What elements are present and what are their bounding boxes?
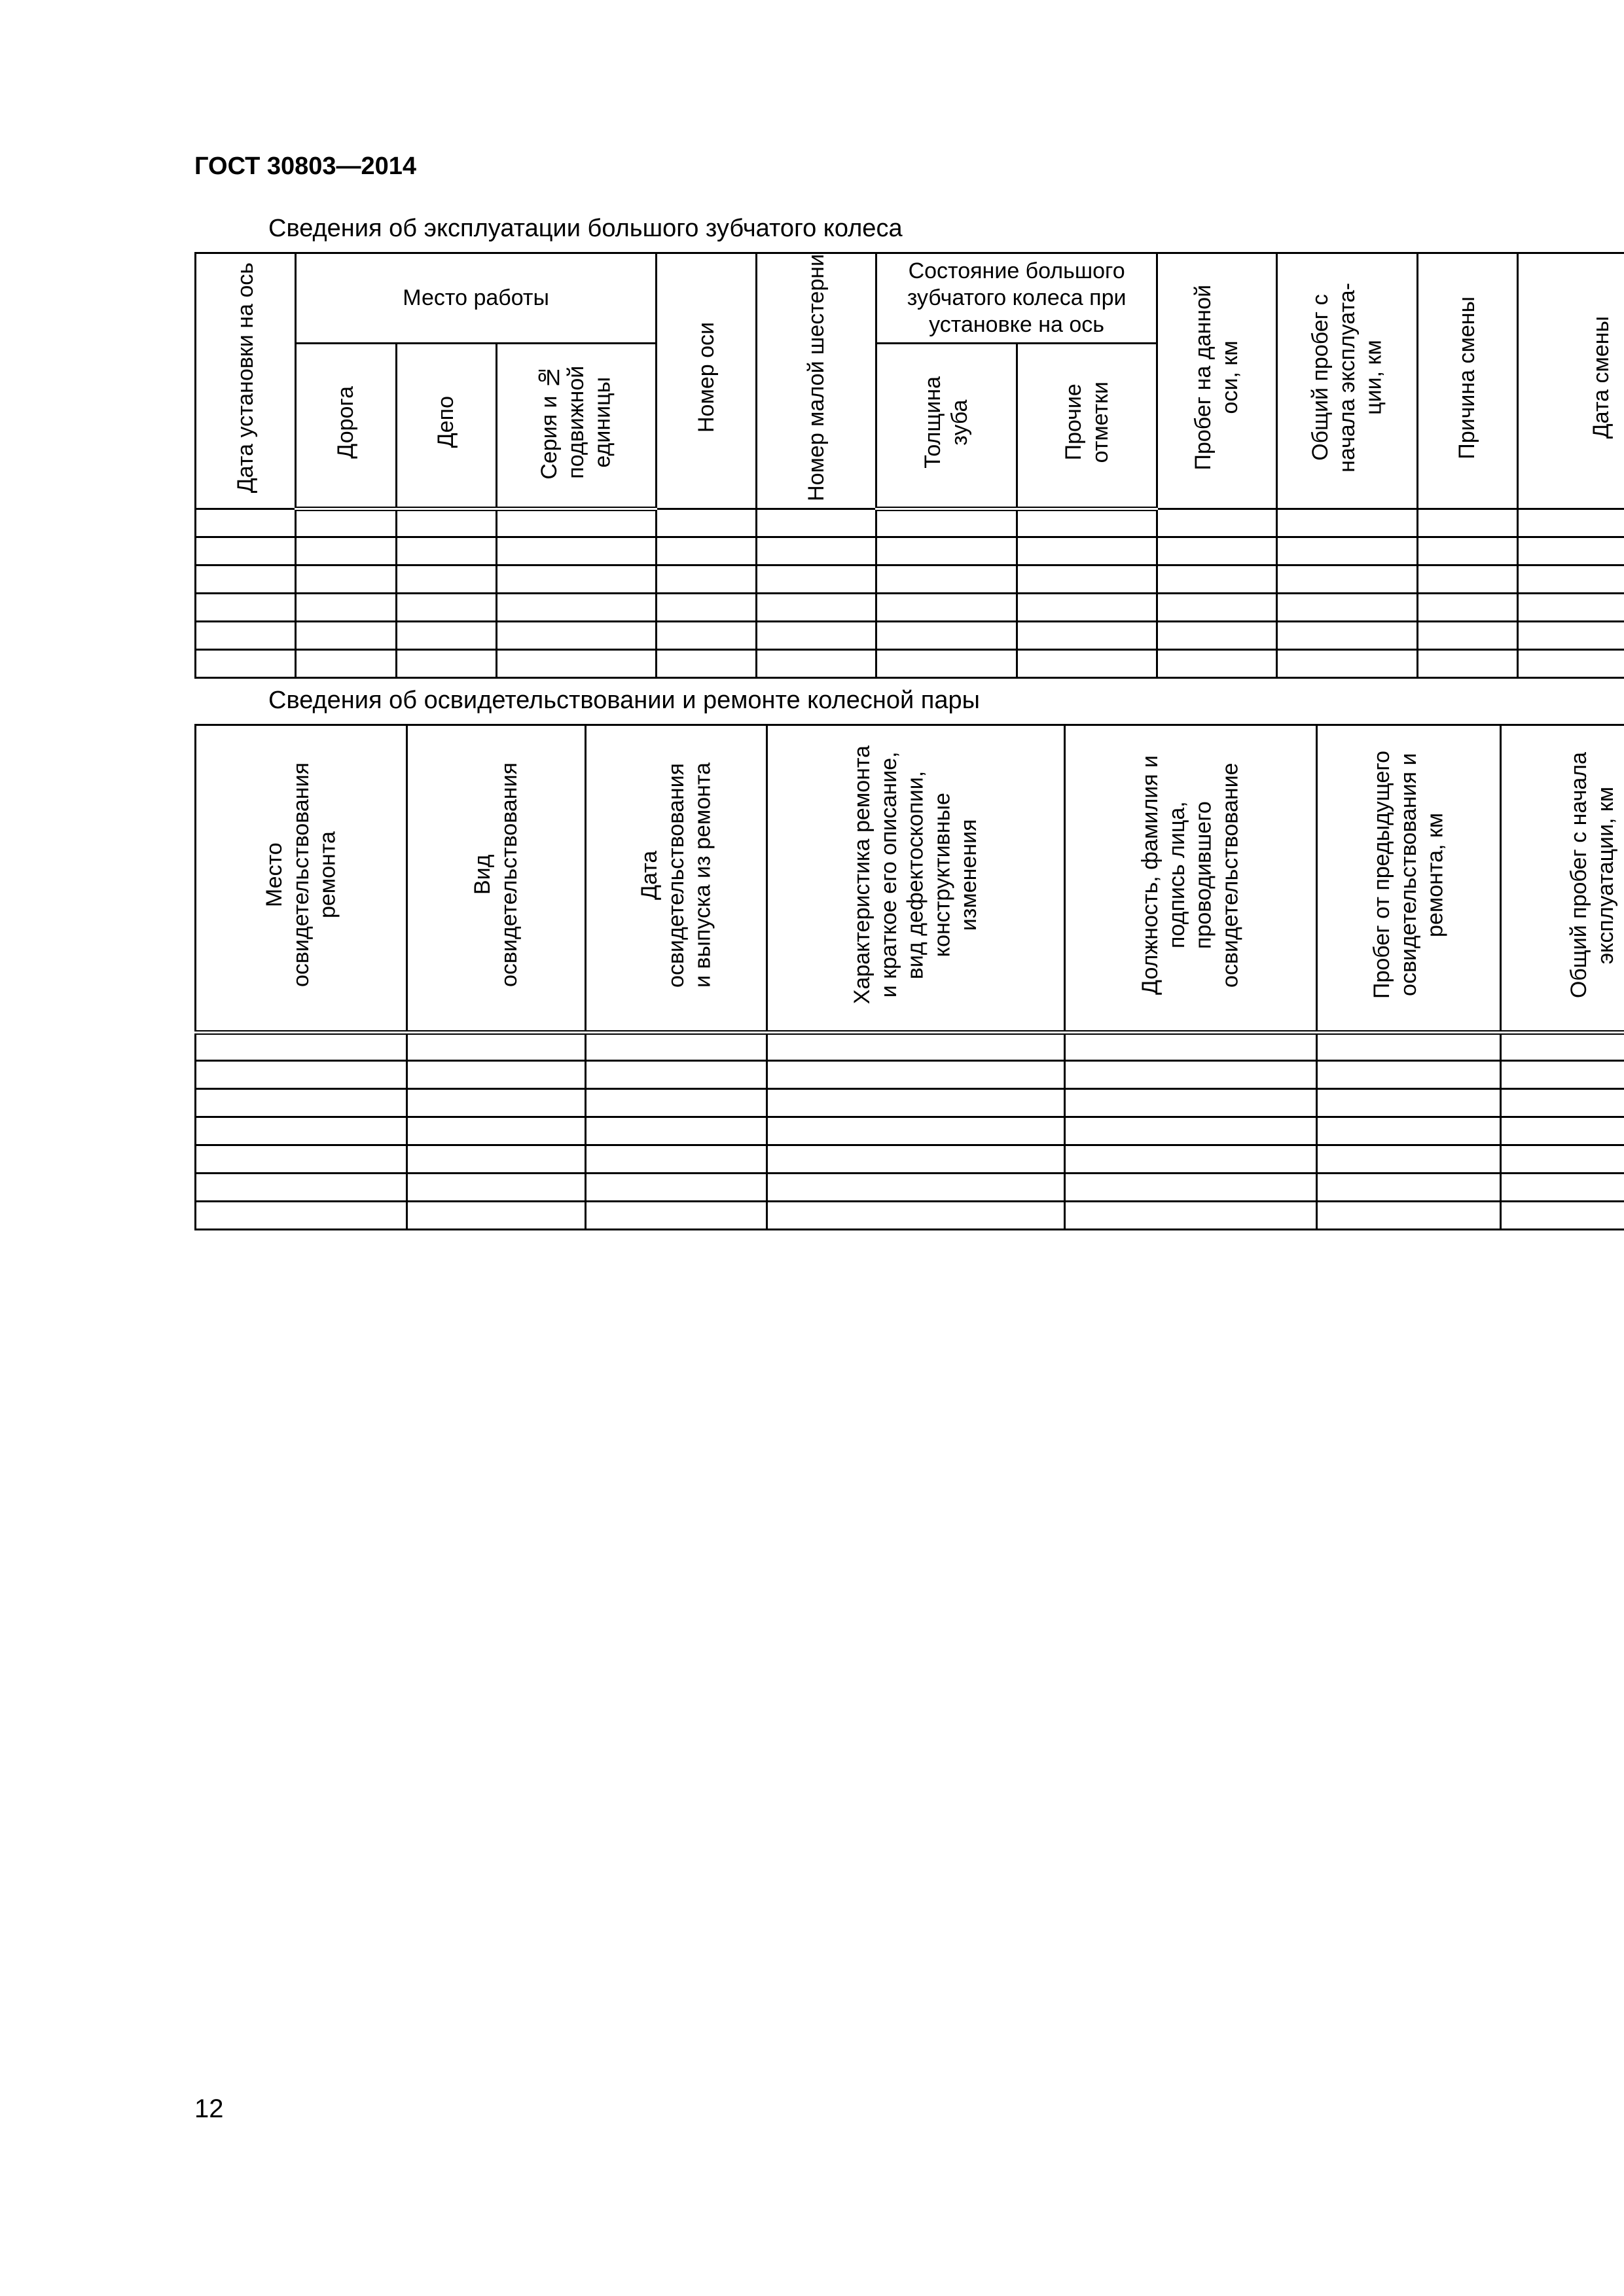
header-workplace: Место работы [296, 253, 657, 344]
table1-cell[interactable] [757, 565, 876, 593]
table2-cell[interactable] [1501, 1174, 1624, 1202]
table1-cell[interactable] [196, 537, 296, 565]
table2-row [196, 1089, 1624, 1117]
table1-cell[interactable] [656, 593, 756, 621]
document-code: ГОСТ 30803—2014 [194, 152, 417, 180]
table2-row [196, 1174, 1624, 1202]
table1-cell[interactable] [396, 593, 496, 621]
table1-cell[interactable] [1517, 565, 1624, 593]
table1-cell[interactable] [1276, 565, 1417, 593]
table2-cell[interactable] [1501, 1117, 1624, 1145]
table1-cell[interactable] [1517, 537, 1624, 565]
table1-cell[interactable] [1017, 649, 1157, 677]
table1-cell[interactable] [1417, 509, 1517, 537]
table1-caption: Сведения об эксплуатации большого зубчатого колеса [268, 215, 903, 242]
table2-cell[interactable] [1065, 1061, 1316, 1089]
table2-cell[interactable] [767, 1089, 1064, 1117]
table2-cell[interactable] [767, 1033, 1064, 1061]
table2-cell[interactable] [767, 1202, 1064, 1230]
table2-cell[interactable] [1316, 1033, 1501, 1061]
table1-cell[interactable] [1517, 593, 1624, 621]
header-mileage-axle: Пробег на данной оси, км [1157, 253, 1277, 509]
table2-cell[interactable] [407, 1061, 586, 1089]
table2-row [196, 1202, 1624, 1230]
table1-cell[interactable] [496, 593, 656, 621]
header-gear-condition: Состояние большого зубчатого колеса при установке на ось [876, 253, 1157, 344]
table1-row [196, 565, 1624, 593]
table2-cell[interactable] [585, 1089, 767, 1117]
table1-cell[interactable] [1276, 537, 1417, 565]
header-inspection-place: Место освидетельствования ремонта [196, 725, 407, 1033]
inspection-repair-table [194, 724, 1624, 1230]
table1-cell[interactable] [1517, 621, 1624, 649]
table2-cell[interactable] [585, 1117, 767, 1145]
table1-row [196, 621, 1624, 649]
table1-cell[interactable] [656, 649, 756, 677]
table2-cell[interactable] [1316, 1117, 1501, 1145]
header-depot: Депо [396, 344, 496, 509]
table2-cell[interactable] [1065, 1202, 1316, 1230]
table2-cell[interactable] [1065, 1089, 1316, 1117]
table2-cell[interactable] [767, 1061, 1064, 1089]
table1-row [196, 509, 1624, 537]
table2-cell[interactable] [585, 1202, 767, 1230]
table2-cell[interactable] [196, 1089, 407, 1117]
table2-cell[interactable] [767, 1117, 1064, 1145]
table1-row [196, 537, 1624, 565]
table1-cell[interactable] [296, 649, 396, 677]
header-road: Дорога [296, 344, 396, 509]
table1-cell[interactable] [1157, 621, 1277, 649]
header-repair-characteristics: Характеристика ремонта и краткое его описание, вид дефектоскопии, конструктивные изменения [767, 725, 1064, 1033]
table2-cell[interactable] [585, 1174, 767, 1202]
table1-cell[interactable] [656, 621, 756, 649]
table2-cell[interactable] [585, 1145, 767, 1174]
header-pinion-number: Номер малой шестерни [757, 253, 876, 509]
table1-cell[interactable] [496, 621, 656, 649]
table2-cell[interactable] [196, 1117, 407, 1145]
header-series: Серия и № подвижной единицы [496, 344, 656, 509]
header-total-mileage-operation: Общий пробег с начала эксплуатации, км [1501, 725, 1624, 1033]
table2-cell[interactable] [585, 1061, 767, 1089]
table1-cell[interactable] [1417, 593, 1517, 621]
table2-cell[interactable] [767, 1174, 1064, 1202]
table2-cell[interactable] [1501, 1145, 1624, 1174]
table2-cell[interactable] [196, 1033, 407, 1061]
table2-cell[interactable] [407, 1033, 586, 1061]
table2-cell[interactable] [407, 1089, 586, 1117]
gear-operation-table [194, 252, 1624, 679]
table1-cell[interactable] [396, 537, 496, 565]
table1-cell[interactable] [196, 593, 296, 621]
table1-cell[interactable] [296, 565, 396, 593]
table1-row [196, 593, 1624, 621]
table1-cell[interactable] [876, 565, 1017, 593]
table2-cell[interactable] [1065, 1174, 1316, 1202]
table1-cell[interactable] [757, 621, 876, 649]
table1-cell[interactable] [656, 537, 756, 565]
table2-cell[interactable] [1501, 1033, 1624, 1061]
table1-cell[interactable] [1417, 649, 1517, 677]
table1-cell[interactable] [196, 509, 296, 537]
table1-row [196, 649, 1624, 677]
table1-cell[interactable] [876, 537, 1017, 565]
table1-cell[interactable] [656, 509, 756, 537]
table2-cell[interactable] [1501, 1061, 1624, 1089]
table1-cell[interactable] [1017, 565, 1157, 593]
table1-cell[interactable] [496, 649, 656, 677]
table2-cell[interactable] [196, 1202, 407, 1230]
table1-cell[interactable] [876, 509, 1017, 537]
table1-cell[interactable] [496, 565, 656, 593]
table1-cell[interactable] [296, 509, 396, 537]
table1-cell[interactable] [1157, 649, 1277, 677]
header-mileage-previous: Пробег от предыдущего освидетельствования и ремонта, км [1316, 725, 1501, 1033]
table1-cell[interactable] [496, 509, 656, 537]
table1-cell[interactable] [396, 621, 496, 649]
table1-cell[interactable] [1017, 593, 1157, 621]
table2-cell[interactable] [1316, 1061, 1501, 1089]
table2-cell[interactable] [1065, 1117, 1316, 1145]
table1-cell[interactable] [876, 621, 1017, 649]
header-responsible-person: Должность, фамилия и подпись лица, проводившего освидетельствование [1065, 725, 1316, 1033]
table2-row [196, 1033, 1624, 1061]
table2-cell[interactable] [407, 1174, 586, 1202]
table1-cell[interactable] [1276, 509, 1417, 537]
table2-cell[interactable] [1501, 1089, 1624, 1117]
table1-cell[interactable] [1157, 509, 1277, 537]
table2-cell[interactable] [1316, 1145, 1501, 1174]
table1-cell[interactable] [196, 565, 296, 593]
table1-cell[interactable] [296, 537, 396, 565]
table1-cell[interactable] [1276, 649, 1417, 677]
table2-cell[interactable] [196, 1061, 407, 1089]
header-other-marks: Прочие отметки [1017, 344, 1157, 509]
table1-cell[interactable] [1157, 537, 1277, 565]
table2-cell[interactable] [407, 1117, 586, 1145]
table2-row [196, 1145, 1624, 1174]
table1-cell[interactable] [1017, 537, 1157, 565]
table1-cell[interactable] [1017, 509, 1157, 537]
page-number: 12 [194, 2094, 224, 2123]
table2-cell[interactable] [196, 1174, 407, 1202]
table2-cell[interactable] [407, 1145, 586, 1174]
header-axle-number: Номер оси [656, 253, 756, 509]
table2-cell[interactable] [767, 1145, 1064, 1174]
table1-cell[interactable] [396, 509, 496, 537]
table2-cell[interactable] [196, 1145, 407, 1174]
header-inspection-kind: Вид освидетельствования [407, 725, 586, 1033]
header-install-date: Дата установки на ось [196, 253, 296, 509]
header-change-date: Дата смены [1517, 253, 1624, 509]
table2-row [196, 1061, 1624, 1089]
table2-cell[interactable] [1501, 1202, 1624, 1230]
table1-cell[interactable] [1157, 565, 1277, 593]
table1-cell[interactable] [1017, 621, 1157, 649]
table1-cell[interactable] [296, 621, 396, 649]
table2-caption: Сведения об освидетельствовании и ремонте колесной пары [268, 687, 980, 714]
table1-cell[interactable] [757, 509, 876, 537]
table1-cell[interactable] [757, 537, 876, 565]
table1-cell[interactable] [1417, 537, 1517, 565]
table1-cell[interactable] [396, 649, 496, 677]
table2-cell[interactable] [1065, 1145, 1316, 1174]
table2-cell[interactable] [585, 1033, 767, 1061]
table1-cell[interactable] [1417, 565, 1517, 593]
table1-cell[interactable] [876, 649, 1017, 677]
table2-cell[interactable] [1316, 1089, 1501, 1117]
table1-cell[interactable] [1517, 649, 1624, 677]
table1-cell[interactable] [757, 649, 876, 677]
table2-row [196, 1117, 1624, 1145]
header-change-reason: Причина смены [1417, 253, 1517, 509]
table1-cell[interactable] [656, 565, 756, 593]
table1-cell[interactable] [1276, 621, 1417, 649]
table2-cell[interactable] [1316, 1202, 1501, 1230]
header-total-mileage: Общий пробег с начала эксплуата- ции, км [1276, 253, 1417, 509]
table2-cell[interactable] [1065, 1033, 1316, 1061]
header-tooth-thickness: Толщина зуба [876, 344, 1017, 509]
table1-cell[interactable] [876, 593, 1017, 621]
table1-cell[interactable] [1157, 593, 1277, 621]
table1-cell[interactable] [1276, 593, 1417, 621]
table1-cell[interactable] [396, 565, 496, 593]
table1-cell[interactable] [496, 537, 656, 565]
table1-cell[interactable] [757, 593, 876, 621]
table2-cell[interactable] [1316, 1174, 1501, 1202]
table1-cell[interactable] [1517, 509, 1624, 537]
header-inspection-date: Дата освидетельствования и выпуска из ремонта [585, 725, 767, 1033]
table1-cell[interactable] [296, 593, 396, 621]
table1-cell[interactable] [196, 621, 296, 649]
table1-cell[interactable] [196, 649, 296, 677]
table2-cell[interactable] [407, 1202, 586, 1230]
table1-cell[interactable] [1417, 621, 1517, 649]
